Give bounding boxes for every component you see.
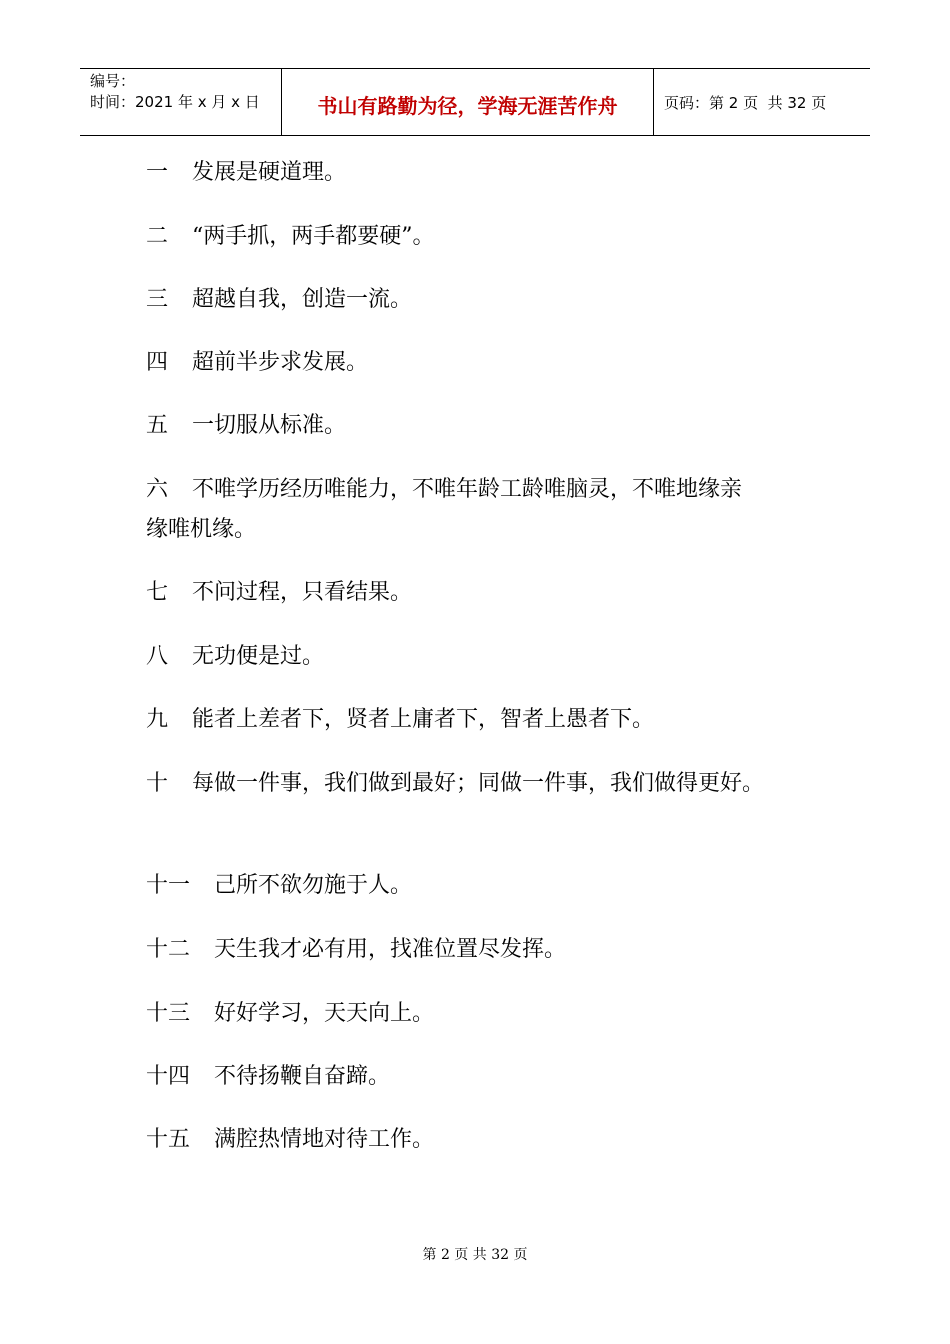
item-text: 一切服从标准。 [192,413,347,438]
time-label: 时间：2021 年 x 月 x 日 [90,93,260,111]
item-text: 好好学习，天天向上。 [214,1001,435,1026]
page-info-text: 页码：第 2 页 共 32 页 [664,93,827,112]
item-text: 满腔热情地对待工作。 [214,1127,435,1152]
item-text-continued: 缘唯机缘。 [146,517,257,542]
page-header [80,68,870,136]
item-text: 每做一件事，我们做到最好；同做一件事，我们做得更好。 [192,771,765,796]
list-item [146,1060,836,1094]
item-number: 八 [146,644,169,669]
list-item [146,346,836,380]
item-text: 超前半步求发展。 [192,350,369,375]
item-number: 十五 [146,1127,191,1152]
item-text: 不问过程，只看结果。 [192,580,413,605]
list-item [146,640,836,674]
list-item [146,283,836,317]
list-item [146,220,836,254]
footer-page-number: 第 2 页 共 32 页 [422,1247,528,1263]
item-number: 一 [146,160,169,185]
header-motto [282,69,654,135]
item-number: 六 [146,477,169,502]
item-text: 天生我才必有用，找准位置尽发挥。 [214,937,567,962]
list-item [146,869,836,903]
page-footer [0,1244,950,1264]
item-text: 己所不欲勿施于人。 [214,873,413,898]
item-number: 十四 [146,1064,191,1089]
list-item-continuation [146,513,836,547]
list-item [146,409,836,443]
item-text: 无功便是过。 [192,644,325,669]
item-text: 能者上差者下，贤者上庸者下，智者上愚者下。 [192,707,655,732]
item-number: 四 [146,350,169,375]
item-number: 九 [146,707,169,732]
item-text: 发展是硬道理。 [192,160,347,185]
list-item [146,473,836,507]
item-number: 十一 [146,873,191,898]
list-item [146,703,836,737]
item-text: 超越自我，创造一流。 [192,287,413,312]
list-item [146,156,836,190]
list-item [146,1123,836,1157]
item-text: 不待扬鞭自奋蹄。 [214,1064,391,1089]
item-number: 七 [146,580,169,605]
item-text: “两手抓，两手都要硬”。 [192,224,435,249]
header-meta [80,69,282,135]
list-item [146,933,836,967]
motto-text: 书山有路勤为径，学海无涯苦作舟 [317,93,618,118]
item-number: 十二 [146,937,191,962]
item-number: 五 [146,413,169,438]
item-number: 三 [146,287,169,312]
serial-label: 编号： [90,72,136,90]
item-number: 二 [146,224,169,249]
header-page-info [654,69,870,135]
list-item [146,767,836,801]
list-item [146,997,836,1031]
item-number: 十 [146,771,169,796]
item-number: 十三 [146,1001,191,1026]
item-text: 不唯学历经历唯能力，不唯年龄工龄唯脑灵，不唯地缘亲 [192,477,743,502]
list-item [146,576,836,610]
